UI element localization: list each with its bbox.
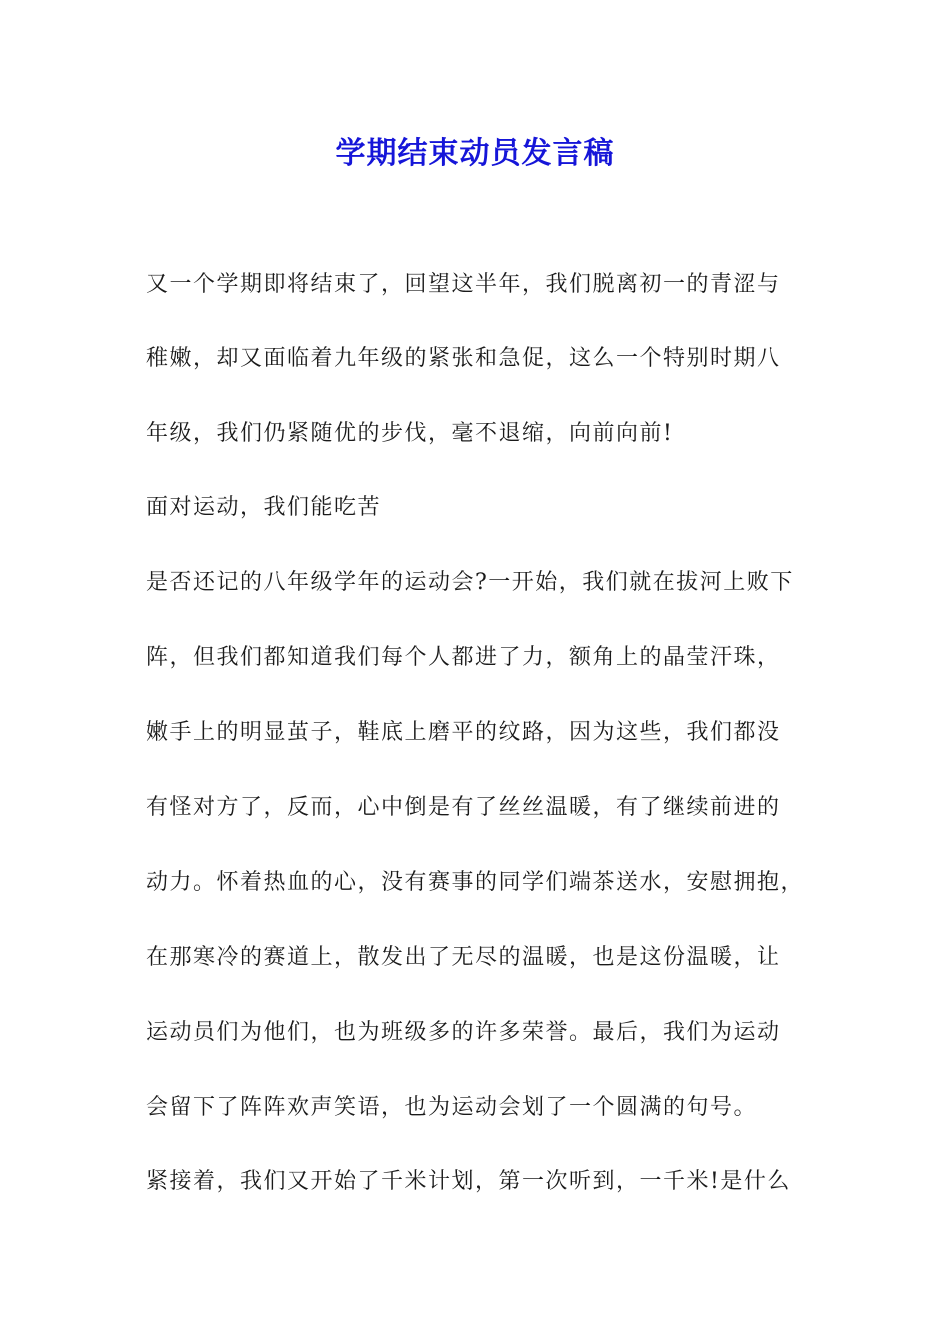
section-heading: 面对运动，我们能吃苦 — [146, 495, 382, 520]
paragraph-line: 是否还记的八年级学年的运动会?一开始，我们就在拔河上败下 — [146, 570, 794, 595]
paragraph-line: 年级，我们仍紧随优的步伐，毫不退缩，向前向前! — [146, 421, 674, 446]
paragraph-line: 又一个学期即将结束了，回望这半年，我们脱离初一的青涩与 — [146, 272, 781, 297]
paragraph-line: 在那寒冷的赛道上，散发出了无尽的温暖，也是这份温暖，让 — [146, 945, 781, 970]
paragraph-line: 紧接着，我们又开始了千米计划，第一次听到，一千米!是什么 — [146, 1169, 791, 1194]
paragraph-line: 有怪对方了，反而，心中倒是有了丝丝温暖，有了继续前进的 — [146, 795, 781, 820]
document-title: 学期结束动员发言稿 — [335, 136, 615, 171]
paragraph-line: 嫩手上的明显茧子，鞋底上磨平的纹路，因为这些，我们都没 — [146, 720, 781, 745]
paragraph-line: 运动员们为他们，也为班级多的许多荣誉。最后，我们为运动 — [146, 1020, 781, 1045]
paragraph-line: 动力。怀着热血的心，没有赛事的同学们端茶送水，安慰拥抱， — [146, 870, 805, 895]
paragraph-line: 稚嫩，却又面临着九年级的紧张和急促，这么一个特别时期八 — [146, 346, 781, 371]
paragraph-line: 会留下了阵阵欢声笑语，也为运动会划了一个圆满的句号。 — [146, 1095, 758, 1120]
paragraph-line: 阵，但我们都知道我们每个人都进了力，额角上的晶莹汗珠， — [146, 645, 781, 670]
